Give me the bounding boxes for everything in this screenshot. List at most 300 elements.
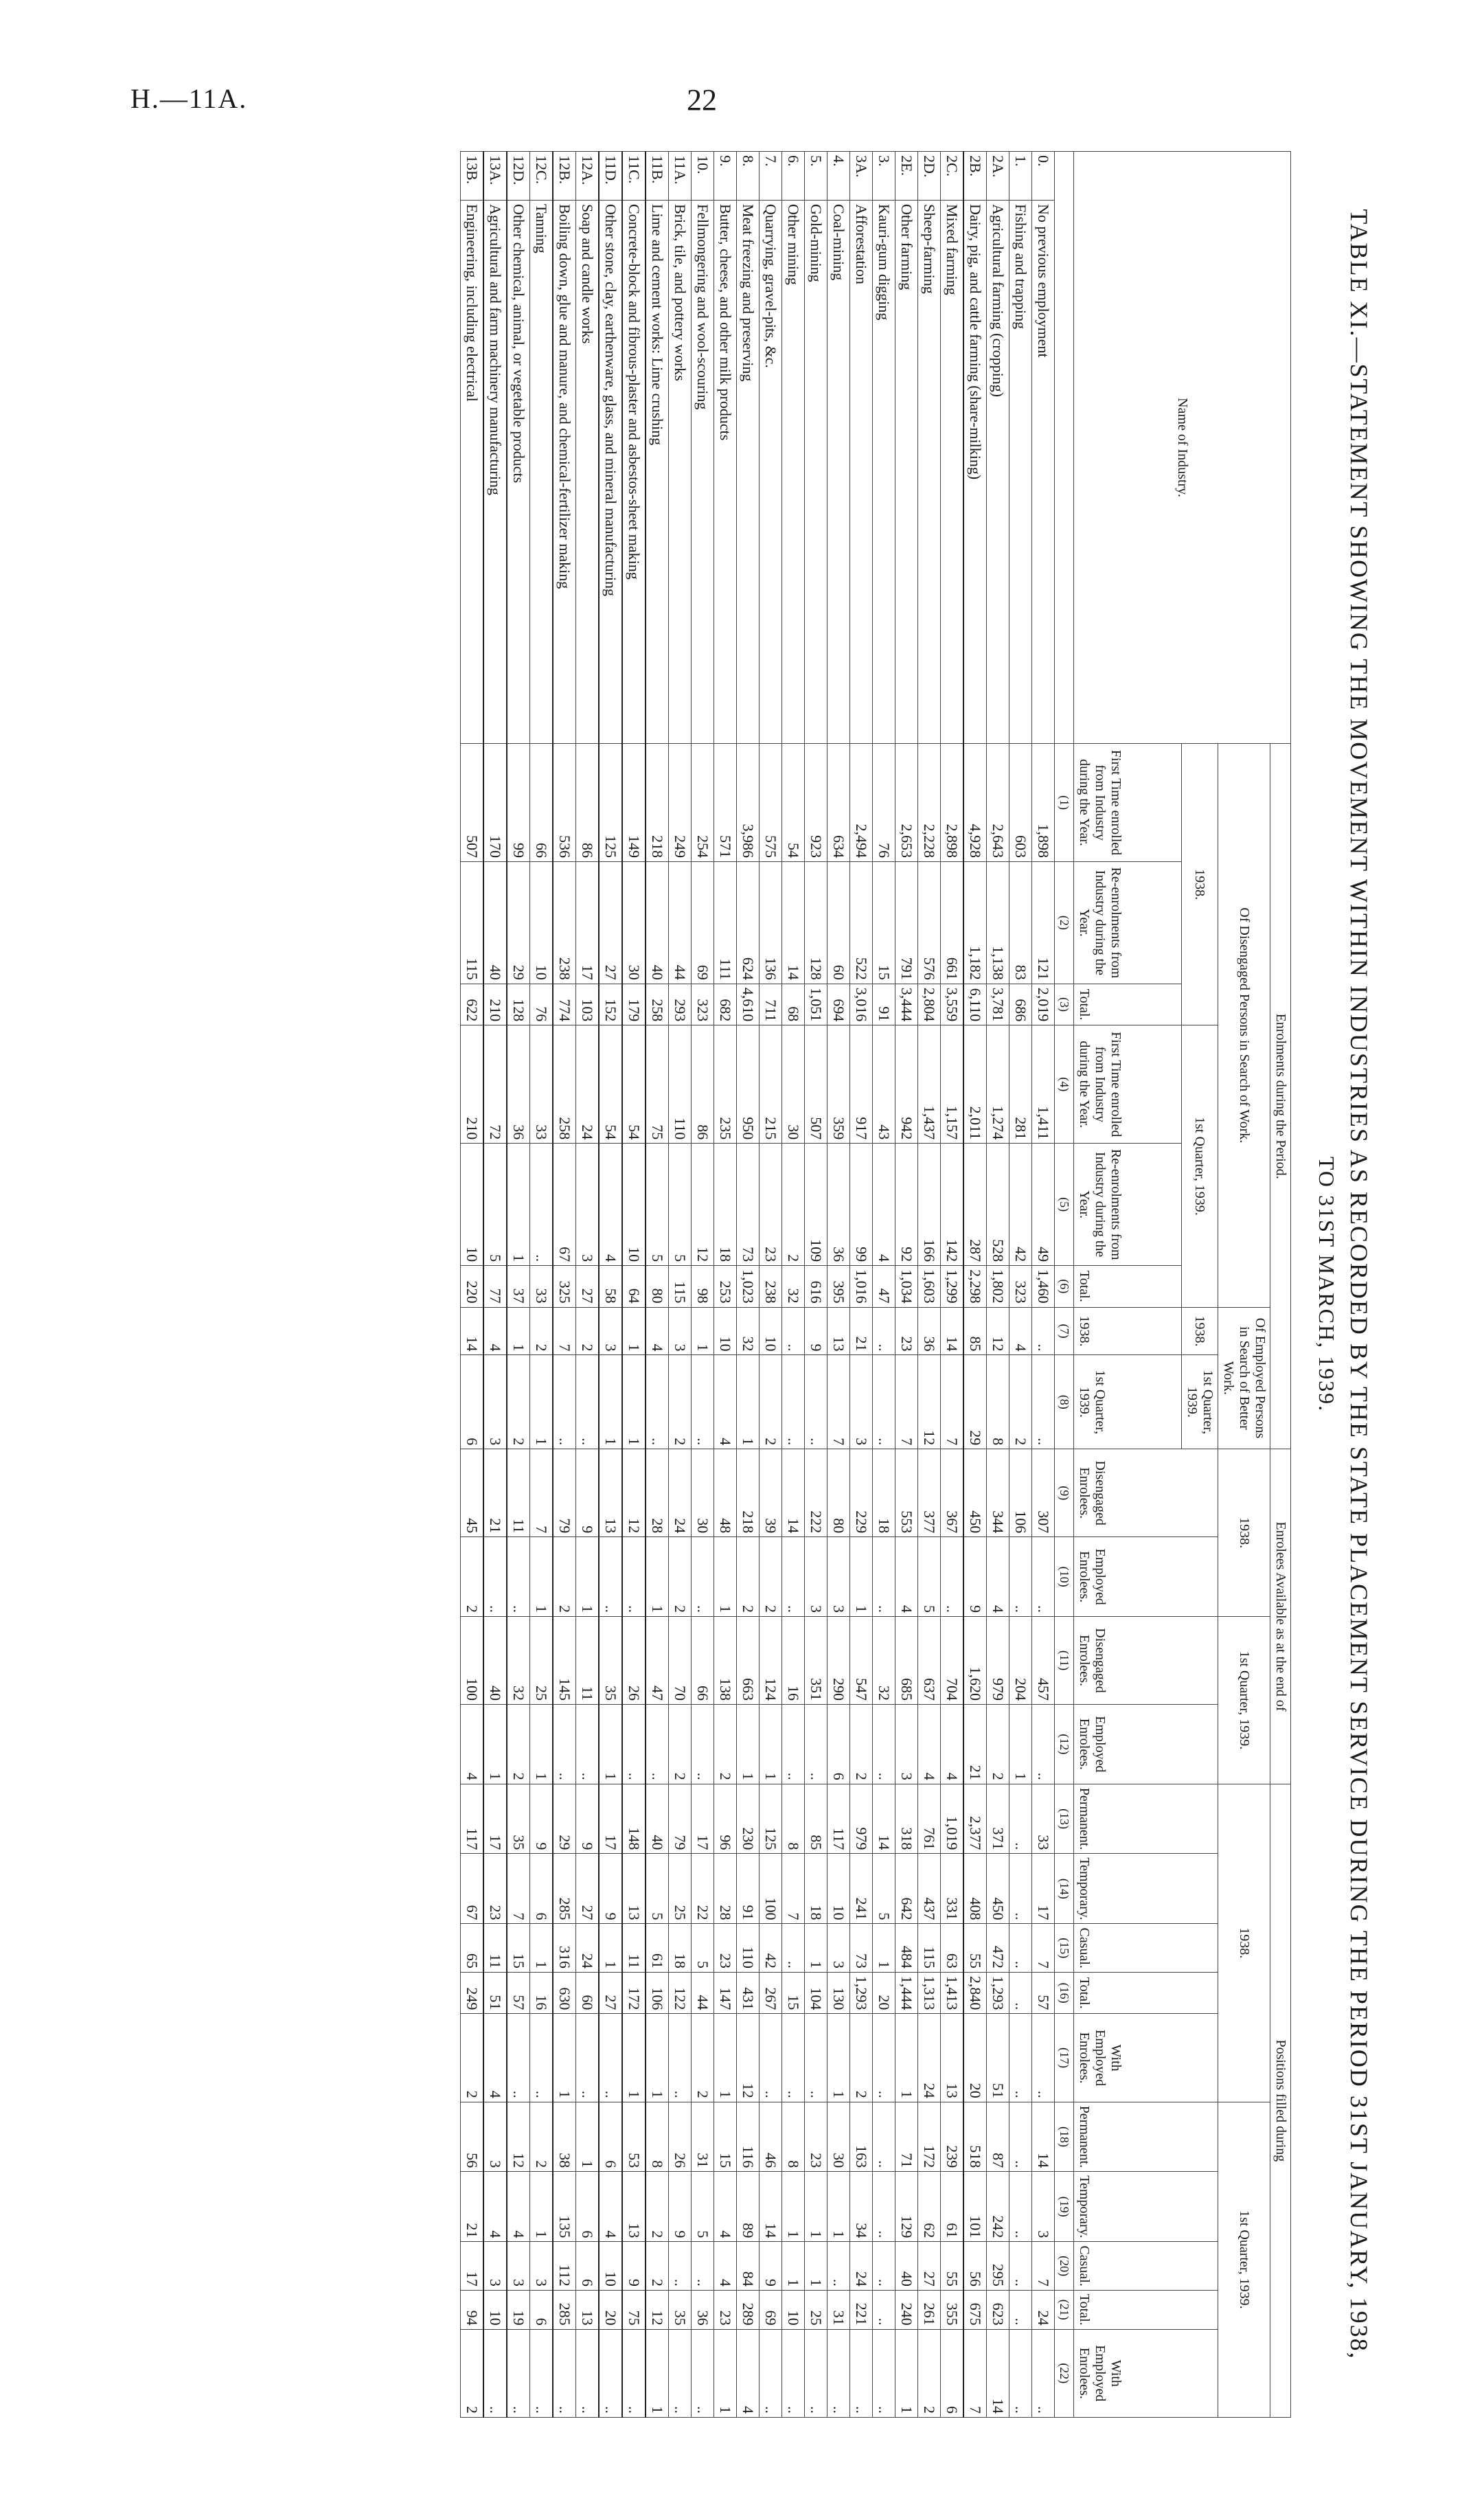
- cell-col17: ..: [599, 2014, 622, 2102]
- cell-col2: 30: [622, 861, 646, 984]
- cell-col12: 2: [987, 1705, 1009, 1784]
- cell-col11: 547: [850, 1617, 873, 1705]
- industry-name: Fellmongering and wool-scouring: [692, 201, 714, 744]
- cell-col6: 220: [461, 1266, 484, 1308]
- cell-col17: 1: [895, 2014, 918, 2102]
- cell-col15: 316: [553, 1924, 576, 1972]
- industry-name: Coal-mining: [827, 201, 850, 744]
- cell-col15: 3: [827, 1924, 850, 1972]
- header-emp-1938: 1938.: [1182, 1307, 1218, 1355]
- cell-col5: 49: [1032, 1144, 1055, 1266]
- cell-col22: 1: [895, 2329, 918, 2417]
- cell-col17: 1: [714, 2014, 737, 2102]
- cell-col10: ..: [692, 1537, 714, 1617]
- cell-col4: 36: [507, 1025, 530, 1144]
- cell-col8: 2: [669, 1355, 692, 1449]
- cell-col11: 66: [692, 1617, 714, 1705]
- cell-col10: ..: [483, 1537, 507, 1617]
- cell-col15: 7: [1032, 1924, 1055, 1972]
- cell-col13: 85: [805, 1784, 827, 1854]
- cell-col3: 3,559: [941, 984, 964, 1025]
- industry-code: 2C.: [941, 152, 964, 201]
- cell-col2: 27: [599, 861, 622, 984]
- industry-code: 9.: [714, 152, 737, 201]
- cell-col1: 2,643: [987, 744, 1009, 862]
- header-col1: First Time enrolled from Industry during the Year.: [1074, 744, 1182, 862]
- table-row: [599, 152, 622, 2418]
- industry-name: Tanning: [530, 201, 553, 744]
- cell-col13: 318: [895, 1784, 918, 1854]
- cell-col8: ..: [782, 1355, 805, 1449]
- cell-col9: 450: [963, 1449, 987, 1537]
- cell-col19: 4: [714, 2172, 737, 2242]
- cell-col17: ..: [1009, 2014, 1032, 2102]
- cell-col16: 1,313: [918, 1972, 941, 2014]
- cell-col15: 1: [805, 1924, 827, 1972]
- cell-col9: 222: [805, 1449, 827, 1537]
- header-col5: Re-enrolments from Industry during the Year.: [1074, 1144, 1182, 1266]
- cell-col20: ..: [873, 2242, 895, 2290]
- cell-col6: 395: [827, 1266, 850, 1308]
- header-dis-q1939: 1st Quarter, 1939.: [1182, 1025, 1218, 1307]
- cell-col16: 267: [760, 1972, 782, 2014]
- column-number: (8): [1055, 1355, 1074, 1449]
- cell-col12: 3: [895, 1705, 918, 1784]
- cell-col20: 112: [553, 2242, 576, 2290]
- cell-col2: 15: [873, 861, 895, 984]
- cell-col3: 694: [827, 984, 850, 1025]
- industry-name: No previous employment: [1032, 201, 1055, 744]
- cell-col20: 9: [622, 2242, 646, 2290]
- cell-col4: 110: [669, 1025, 692, 1144]
- cell-col9: 344: [987, 1449, 1009, 1537]
- cell-col11: 979: [987, 1617, 1009, 1705]
- cell-col2: 522: [850, 861, 873, 984]
- cell-col14: 28: [714, 1854, 737, 1924]
- cell-col1: 571: [714, 744, 737, 862]
- column-number: (15): [1055, 1924, 1074, 1972]
- cell-col5: 528: [987, 1144, 1009, 1266]
- cell-col18: 163: [850, 2102, 873, 2172]
- header-col12: Employed Enrolees.: [1074, 1705, 1218, 1784]
- cell-col21: 675: [963, 2290, 987, 2329]
- cell-col8: 6: [461, 1355, 484, 1449]
- cell-col13: 40: [646, 1784, 669, 1854]
- cell-col14: 437: [918, 1854, 941, 1924]
- cell-col8: 1: [737, 1355, 760, 1449]
- cell-col7: 10: [760, 1307, 782, 1355]
- cell-col14: 91: [737, 1854, 760, 1924]
- table-row: [782, 152, 805, 2418]
- cell-col7: 36: [918, 1307, 941, 1355]
- cell-col2: 60: [827, 861, 850, 984]
- cell-col6: 58: [599, 1266, 622, 1308]
- cell-col7: 21: [850, 1307, 873, 1355]
- cell-col16: 130: [827, 1972, 850, 2014]
- cell-col20: 6: [576, 2242, 600, 2290]
- cell-col10: 2: [737, 1537, 760, 1617]
- cell-col17: 2: [461, 2014, 484, 2102]
- cell-col11: 26: [622, 1617, 646, 1705]
- cell-col10: ..: [507, 1537, 530, 1617]
- industry-code: 2A.: [987, 152, 1009, 201]
- cell-col10: 1: [714, 1537, 737, 1617]
- industry-code: 2D.: [918, 152, 941, 201]
- cell-col9: 45: [461, 1449, 484, 1537]
- cell-col22: 2: [918, 2329, 941, 2417]
- cell-col5: 166: [918, 1144, 941, 1266]
- column-number: (16): [1055, 1972, 1074, 2014]
- cell-col7: ..: [873, 1307, 895, 1355]
- cell-col20: 7: [1032, 2242, 1055, 2290]
- cell-col14: 100: [760, 1854, 782, 1924]
- cell-col20: 4: [714, 2242, 737, 2290]
- cell-col13: 17: [483, 1784, 507, 1854]
- cell-col14: 331: [941, 1854, 964, 1924]
- cell-col6: 325: [553, 1266, 576, 1308]
- cell-col17: 1: [827, 2014, 850, 2102]
- cell-col6: 1,034: [895, 1266, 918, 1308]
- cell-col12: 1: [760, 1705, 782, 1784]
- cell-col19: 61: [941, 2172, 964, 2242]
- table-row: [669, 152, 692, 2418]
- cell-col4: 72: [483, 1025, 507, 1144]
- cell-col15: 11: [483, 1924, 507, 1972]
- cell-col2: 44: [669, 861, 692, 984]
- cell-col13: 17: [692, 1784, 714, 1854]
- industry-code: 11B.: [646, 152, 669, 201]
- cell-col22: 14: [987, 2329, 1009, 2417]
- cell-col17: ..: [805, 2014, 827, 2102]
- cell-col16: 104: [805, 1972, 827, 2014]
- cell-col19: 242: [987, 2172, 1009, 2242]
- cell-col15: 5: [692, 1924, 714, 1972]
- cell-col21: 23: [714, 2290, 737, 2329]
- cell-col11: 663: [737, 1617, 760, 1705]
- industry-code: 12A.: [576, 152, 600, 201]
- cell-col3: 323: [692, 984, 714, 1025]
- cell-col18: 53: [622, 2102, 646, 2172]
- cell-col1: 2,494: [850, 744, 873, 862]
- cell-col15: 65: [461, 1924, 484, 1972]
- cell-col2: 40: [483, 861, 507, 984]
- cell-col11: 32: [873, 1617, 895, 1705]
- industry-code: 12C.: [530, 152, 553, 201]
- cell-col17: ..: [760, 2014, 782, 2102]
- cell-col4: 2,011: [963, 1025, 987, 1144]
- cell-col3: 3,444: [895, 984, 918, 1025]
- cell-col4: 942: [895, 1025, 918, 1144]
- cell-col16: 2,840: [963, 1972, 987, 2014]
- cell-col20: 9: [760, 2242, 782, 2290]
- cell-col5: 18: [714, 1144, 737, 1266]
- table-title-line2: TO 31ST MARCH, 1939.: [1314, 1156, 1339, 1413]
- header-col16: Total.: [1074, 1972, 1218, 2014]
- cell-col12: ..: [576, 1705, 600, 1784]
- cell-col16: 27: [599, 1972, 622, 2014]
- cell-col13: 761: [918, 1784, 941, 1854]
- cell-col12: 2: [714, 1705, 737, 1784]
- cell-col19: 129: [895, 2172, 918, 2242]
- header-avail-1938: 1938.: [1218, 1449, 1270, 1617]
- column-number: (14): [1055, 1854, 1074, 1924]
- header-col10: Employed Enrolees.: [1074, 1537, 1218, 1617]
- cell-col3: 258: [646, 984, 669, 1025]
- cell-col6: 253: [714, 1266, 737, 1308]
- cell-col17: 20: [963, 2014, 987, 2102]
- cell-col2: 1,182: [963, 861, 987, 984]
- cell-col16: 1,444: [895, 1972, 918, 2014]
- cell-col22: ..: [530, 2329, 553, 2417]
- cell-col5: 23: [760, 1144, 782, 1266]
- cell-col20: 1: [805, 2242, 827, 2290]
- table-row: [553, 152, 576, 2418]
- cell-col11: 204: [1009, 1617, 1032, 1705]
- cell-col7: 1: [622, 1307, 646, 1355]
- cell-col5: 287: [963, 1144, 987, 1266]
- cell-col14: 67: [461, 1854, 484, 1924]
- cell-col7: ..: [782, 1307, 805, 1355]
- cell-col10: ..: [1032, 1537, 1055, 1617]
- cell-col5: 99: [850, 1144, 873, 1266]
- cell-col15: 115: [918, 1924, 941, 1972]
- cell-col3: 128: [507, 984, 530, 1025]
- cell-col13: 79: [669, 1784, 692, 1854]
- cell-col18: 12: [507, 2102, 530, 2172]
- industry-code: 2B.: [963, 152, 987, 201]
- industry-code: 6.: [782, 152, 805, 201]
- cell-col5: 3: [576, 1144, 600, 1266]
- cell-col11: 35: [599, 1617, 622, 1705]
- cell-col18: ..: [1009, 2102, 1032, 2172]
- industry-code: 10.: [692, 152, 714, 201]
- cell-col22: 4: [737, 2329, 760, 2417]
- cell-col16: 60: [576, 1972, 600, 2014]
- cell-col12: ..: [692, 1705, 714, 1784]
- cell-col4: 359: [827, 1025, 850, 1144]
- cell-col20: 1: [782, 2242, 805, 2290]
- cell-col21: 6: [530, 2290, 553, 2329]
- column-number: (1): [1055, 744, 1074, 862]
- cell-col19: 13: [622, 2172, 646, 2242]
- cell-col5: 12: [692, 1144, 714, 1266]
- cell-col2: 69: [692, 861, 714, 984]
- cell-col18: 172: [918, 2102, 941, 2172]
- cell-col20: 17: [461, 2242, 484, 2290]
- cell-col18: 46: [760, 2102, 782, 2172]
- cell-col20: ..: [1009, 2242, 1032, 2290]
- column-number: (5): [1055, 1144, 1074, 1266]
- industry-name: Boiling down, glue and manure, and chemical-fertilizer making: [553, 201, 576, 744]
- header-col15: Casual.: [1074, 1924, 1218, 1972]
- cell-col3: 1,051: [805, 984, 827, 1025]
- cell-col10: 9: [963, 1537, 987, 1617]
- cell-col16: 630: [553, 1972, 576, 2014]
- cell-col4: 1,274: [987, 1025, 1009, 1144]
- cell-col9: 9: [576, 1449, 600, 1537]
- column-number: (3): [1055, 984, 1074, 1025]
- cell-col10: ..: [599, 1537, 622, 1617]
- cell-col22: ..: [1032, 2329, 1055, 2417]
- header-col9: Disengaged Enrolees.: [1074, 1449, 1218, 1537]
- industry-code: 12D.: [507, 152, 530, 201]
- cell-col9: 30: [692, 1449, 714, 1537]
- cell-col1: 923: [805, 744, 827, 862]
- cell-col22: ..: [553, 2329, 576, 2417]
- cell-col19: 4: [483, 2172, 507, 2242]
- cell-col18: 6: [599, 2102, 622, 2172]
- table-row: [507, 152, 530, 2418]
- cell-col8: ..: [576, 1355, 600, 1449]
- table-row: [622, 152, 646, 2418]
- cell-col8: 3: [483, 1355, 507, 1449]
- cell-col5: 4: [599, 1144, 622, 1266]
- cell-col6: 80: [646, 1266, 669, 1308]
- cell-col19: 1: [805, 2172, 827, 2242]
- cell-col10: ..: [1009, 1537, 1032, 1617]
- cell-col7: 2: [576, 1307, 600, 1355]
- cell-col3: 152: [599, 984, 622, 1025]
- industry-name: Other stone, clay, earthenware, glass, and mineral manufacturing: [599, 201, 622, 744]
- cell-col1: 218: [646, 744, 669, 862]
- cell-col3: 682: [714, 984, 737, 1025]
- industry-name: Meat freezing and preserving: [737, 201, 760, 744]
- cell-col6: 37: [507, 1266, 530, 1308]
- cell-col18: 15: [714, 2102, 737, 2172]
- cell-col4: 215: [760, 1025, 782, 1144]
- cell-col7: 4: [646, 1307, 669, 1355]
- cell-col11: 457: [1032, 1617, 1055, 1705]
- cell-col11: 40: [483, 1617, 507, 1705]
- cell-col7: 3: [669, 1307, 692, 1355]
- industry-code: 3A.: [850, 152, 873, 201]
- cell-col3: 76: [530, 984, 553, 1025]
- cell-col11: 100: [461, 1617, 484, 1705]
- cell-col6: 616: [805, 1266, 827, 1308]
- cell-col10: 4: [987, 1537, 1009, 1617]
- cell-col9: 48: [714, 1449, 737, 1537]
- cell-col1: 254: [692, 744, 714, 862]
- cell-col7: 14: [941, 1307, 964, 1355]
- cell-col12: 1: [737, 1705, 760, 1784]
- cell-col13: 35: [507, 1784, 530, 1854]
- cell-col17: ..: [782, 2014, 805, 2102]
- cell-col15: 24: [576, 1924, 600, 1972]
- cell-col19: 34: [850, 2172, 873, 2242]
- cell-col2: 1,138: [987, 861, 1009, 984]
- cell-col17: 1: [622, 2014, 646, 2102]
- cell-col18: 30: [827, 2102, 850, 2172]
- cell-col2: 115: [461, 861, 484, 984]
- cell-col12: ..: [805, 1705, 827, 1784]
- cell-col18: 8: [782, 2102, 805, 2172]
- cell-col6: 1,016: [850, 1266, 873, 1308]
- cell-col5: 142: [941, 1144, 964, 1266]
- cell-col14: 27: [576, 1854, 600, 1924]
- cell-col8: 1: [622, 1355, 646, 1449]
- cell-col6: 1,460: [1032, 1266, 1055, 1308]
- cell-col21: 25: [805, 2290, 827, 2329]
- cell-col4: 950: [737, 1025, 760, 1144]
- cell-col19: 1: [827, 2172, 850, 2242]
- cell-col18: 87: [987, 2102, 1009, 2172]
- cell-col18: 71: [895, 2102, 918, 2172]
- cell-col6: 1,802: [987, 1266, 1009, 1308]
- cell-col16: 147: [714, 1972, 737, 2014]
- cell-col19: 4: [599, 2172, 622, 2242]
- cell-col12: 1: [1009, 1705, 1032, 1784]
- cell-col3: 103: [576, 984, 600, 1025]
- cell-col7: 9: [805, 1307, 827, 1355]
- cell-col13: 148: [622, 1784, 646, 1854]
- cell-col8: 7: [895, 1355, 918, 1449]
- cell-col14: 450: [987, 1854, 1009, 1924]
- cell-col11: 145: [553, 1617, 576, 1705]
- cell-col12: 6: [827, 1705, 850, 1784]
- cell-col18: 23: [805, 2102, 827, 2172]
- header-col14: Temporary.: [1074, 1854, 1218, 1924]
- cell-col17: 12: [737, 2014, 760, 2102]
- cell-col6: 47: [873, 1266, 895, 1308]
- cell-col21: 355: [941, 2290, 964, 2329]
- cell-col18: 14: [1032, 2102, 1055, 2172]
- cell-col10: 1: [530, 1537, 553, 1617]
- industry-name: Gold-mining: [805, 201, 827, 744]
- industry-code: 7.: [760, 152, 782, 201]
- cell-col8: 2: [507, 1355, 530, 1449]
- header-enrolments: Enrolments during the Period.: [1270, 744, 1291, 1449]
- cell-col1: 2,898: [941, 744, 964, 862]
- industry-name: Other mining: [782, 201, 805, 744]
- industry-code: 13A.: [483, 152, 507, 201]
- cell-col10: 3: [827, 1537, 850, 1617]
- cell-col14: 25: [669, 1854, 692, 1924]
- cell-col13: 125: [760, 1784, 782, 1854]
- industry-code: 11D.: [599, 152, 622, 201]
- cell-col3: 622: [461, 984, 484, 1025]
- industry-name: Agricultural farming (cropping): [987, 201, 1009, 744]
- cell-col10: 2: [553, 1537, 576, 1617]
- cell-col5: 10: [461, 1144, 484, 1266]
- cell-col22: 7: [963, 2329, 987, 2417]
- cell-col9: 13: [599, 1449, 622, 1537]
- cell-col13: 17: [599, 1784, 622, 1854]
- cell-col17: 13: [941, 2014, 964, 2102]
- cell-col6: 1,299: [941, 1266, 964, 1308]
- cell-col8: 29: [963, 1355, 987, 1449]
- header-available: Enrolees Available as at the end of: [1270, 1449, 1291, 1784]
- cell-col1: 603: [1009, 744, 1032, 862]
- table-row: [873, 152, 895, 2418]
- cell-col7: 32: [737, 1307, 760, 1355]
- header-avail-q1939: 1st Quarter, 1939.: [1218, 1617, 1270, 1784]
- cell-col21: 240: [895, 2290, 918, 2329]
- table-row: [987, 152, 1009, 2418]
- industry-name: Afforestation: [850, 201, 873, 744]
- cell-col12: 1: [483, 1705, 507, 1784]
- cell-col15: 55: [963, 1924, 987, 1972]
- column-number: (17): [1055, 2014, 1074, 2102]
- industry-code: 5.: [805, 152, 827, 201]
- cell-col14: 408: [963, 1854, 987, 1924]
- cell-col7: 4: [1009, 1307, 1032, 1355]
- cell-col17: 1: [553, 2014, 576, 2102]
- header-emp-q1939: 1st Quarter, 1939.: [1182, 1355, 1218, 1449]
- cell-col3: 711: [760, 984, 782, 1025]
- column-number: (13): [1055, 1784, 1074, 1854]
- cell-col21: 35: [669, 2290, 692, 2329]
- cell-col10: 1: [850, 1537, 873, 1617]
